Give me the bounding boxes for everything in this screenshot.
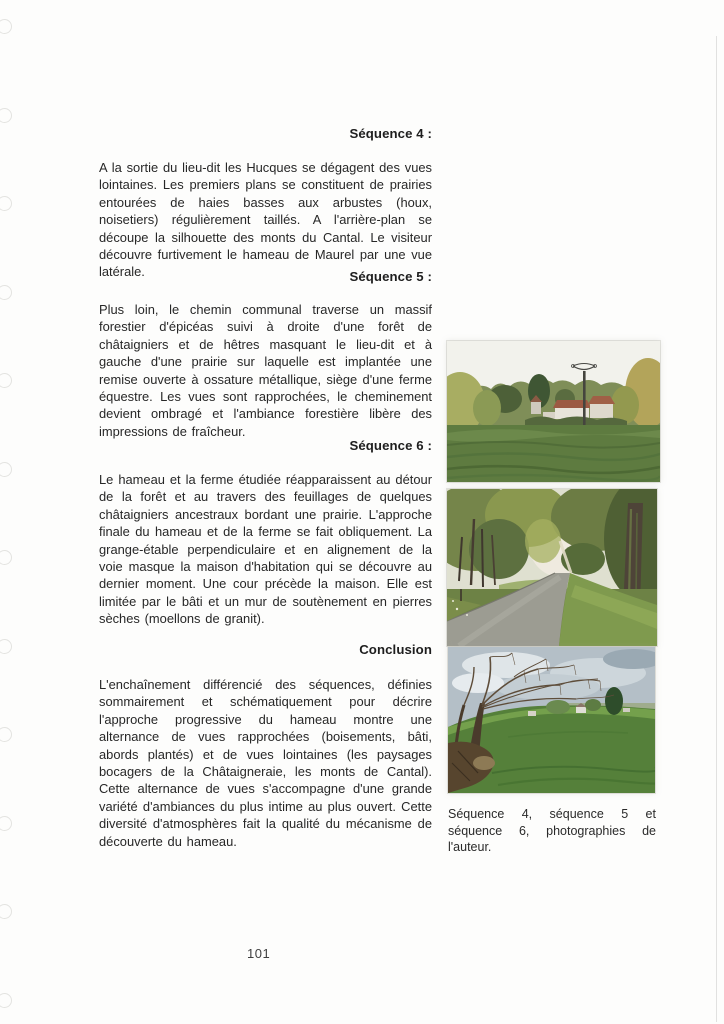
section-heading-conclusion: Conclusion xyxy=(359,642,432,657)
meadow-bare-tree-illustration xyxy=(448,647,655,793)
figure-caption: Séquence 4, séquence 5 et séquence 6, photographies de l'auteur. xyxy=(448,807,656,854)
section-heading-sequence-6: Séquence 6 : xyxy=(349,438,432,453)
page-number: 101 xyxy=(247,946,271,961)
binding-hole xyxy=(0,285,12,300)
section-body-sequence-4: A la sortie du lieu-dit les Hucques se dégagent des vues lointaines. Les premiers plans se constituent de prairies entourées de haies basses aux arbustes (houx, noisetiers) régulièrement taillés. A l'arrière-plan se découpe la silhouette des monts du Cantal. Le visiteur découvre furtivement le hameau de Maurel par une vue latérale. xyxy=(99,160,432,280)
hamlet-landscape-illustration xyxy=(447,341,660,482)
binding-hole xyxy=(0,993,12,1008)
section-body-sequence-5: Plus loin, le chemin communal traverse un massif forestier d'épicéas suivi à droite d'une forêt de châtaigniers et de hêtres masquant le lieu-dit et à gauche d'une prairie sur laquelle est implantée une remise ouverte à ossature métallique, siège d'une ferme équestre. Les vues sont rapprochées, le cheminement devient ombragé et l'ambiance forestière libère des impressions de fraîcheur. xyxy=(99,302,432,439)
binding-hole xyxy=(0,108,12,123)
section-body-sequence-6: Le hameau et la ferme étudiée réapparaissent au détour de la forêt et au travers des feuillages de quelques châtaigniers ancestraux bordant une prairie. L'approche finale du hameau et de la ferme se fait obliquement. La grange-étable perpendiculaire et en alignement de la voie masque la maison d'habitation qui se découvre au dernier moment. Une cour précède la maison. Elle est limitée par le bâti et un mur de soutènement en pierres sèches (moellons de granit). xyxy=(99,472,432,627)
binding-hole xyxy=(0,639,12,654)
binding-hole xyxy=(0,196,12,211)
forest-road-illustration xyxy=(447,489,657,646)
binding-hole xyxy=(0,550,12,565)
photo-sequence-4 xyxy=(447,341,660,482)
page-edge-shadow xyxy=(716,36,717,1022)
binding-hole xyxy=(0,727,12,742)
binding-hole xyxy=(0,19,12,34)
section-body-conclusion: L'enchaînement différencié des séquences, définies sommairement et schématiquement pour décrire l'approche progressive du hameau montre une alternance de vues rapprochées (boisements, bâti, abords plantés) et de vues lointaines (les paysages bocagers de la Châtaigneraie, les monts de Cantal). Cette alternance de vues s'accompagne d'une grande variété d'ambiances du plus intime au plus ouvert. Cette diversité d'atmosphères fait la qualité du mécanisme de découverte du hameau. xyxy=(99,677,432,849)
binding-hole xyxy=(0,373,12,388)
binding-hole xyxy=(0,816,12,831)
binding-hole xyxy=(0,904,12,919)
photo-sequence-5 xyxy=(447,489,657,646)
binding-hole xyxy=(0,462,12,477)
photo-sequence-6 xyxy=(448,647,655,793)
section-heading-sequence-5: Séquence 5 : xyxy=(349,269,432,284)
section-heading-sequence-4: Séquence 4 : xyxy=(349,126,432,141)
